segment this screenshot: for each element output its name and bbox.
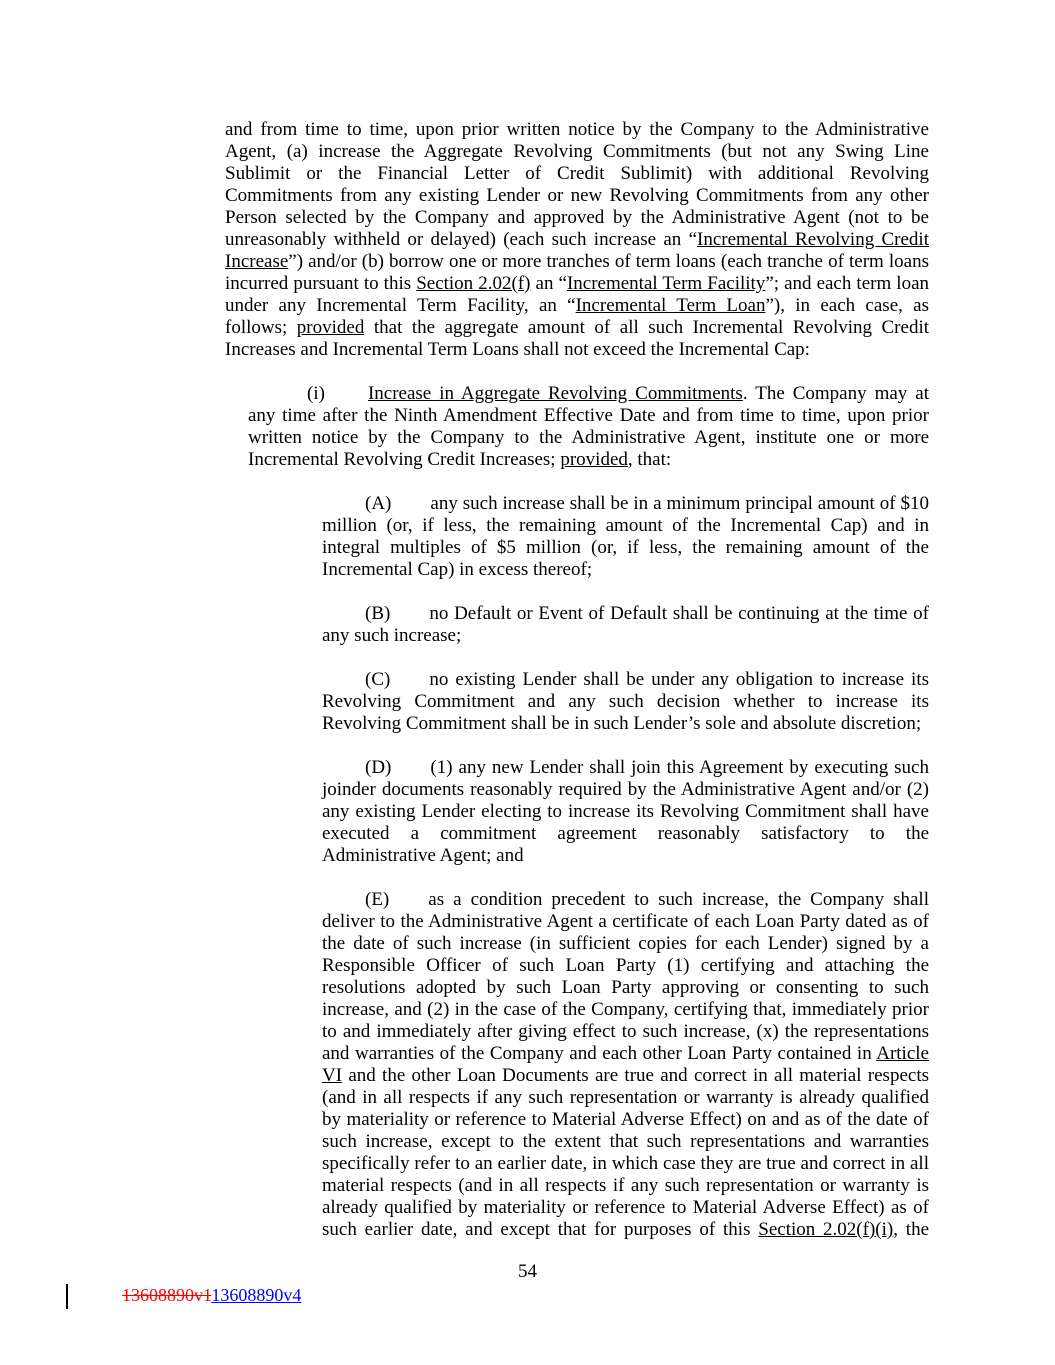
document-body bbox=[225, 119, 929, 1263]
text-run: ”), in each case, as follows; bbox=[225, 295, 929, 338]
text-run: no existing Lender shall be under any obligation to increase its Revolving Commitment and any such decision whether to increase its Revolving Commitment shall be in such Lender’s sole and absolute discretion; bbox=[322, 669, 929, 734]
list-label: (C) bbox=[365, 669, 391, 690]
text-run: , the bbox=[893, 1219, 930, 1240]
paragraph bbox=[322, 493, 929, 581]
change-bar bbox=[66, 1284, 68, 1309]
defined-term: Article VI bbox=[322, 1043, 929, 1086]
paragraph bbox=[322, 889, 929, 1241]
defined-term: provided bbox=[560, 449, 628, 470]
text-run: , that: bbox=[627, 449, 672, 470]
page-number: 54 bbox=[518, 1261, 537, 1282]
defined-term: Incremental Term Loan bbox=[575, 295, 766, 316]
text-run: . The Company may at any time after the Ninth Amendment Effective Date and from time to time, upon prior written notice by the Company to the Administrative Agent, institute one or more Incremental Revolving Credit Increases; bbox=[248, 383, 929, 470]
text-run: and from time to time, upon prior written notice by the Company to the Administrative Agent, (a) increase the Aggregate Revolving Commitments (but not any Swing Line Sublimit or the Financial Letter of Credit Sublimit) with additional Revolving Commitments from any existing Lender or new Revolving Commitments from any other Person selected by the Company and approved by the Administrative Agent (not to be unreasonably withheld or delayed) (each such increase an “ bbox=[225, 119, 929, 250]
defined-term: provided bbox=[296, 317, 365, 338]
text-run: ”) and/or (b) borrow one or more tranches of term loans (each tranche of term loans incurred pursuant to this bbox=[225, 251, 929, 294]
defined-term: Incremental Revolving Credit Increase bbox=[225, 229, 929, 272]
defined-term: Increase in Aggregate Revolving Commitments bbox=[367, 383, 743, 404]
text-run: an “ bbox=[530, 273, 567, 294]
inserted-ref: 13608890v4 bbox=[211, 1285, 302, 1305]
list-label: (A) bbox=[365, 493, 392, 514]
paragraph bbox=[248, 383, 929, 471]
defined-term: Section 2.02(f) bbox=[416, 273, 531, 294]
list-label: (i) bbox=[307, 383, 325, 404]
defined-term: Section 2.02(f)(i) bbox=[758, 1219, 894, 1240]
paragraph bbox=[322, 603, 929, 647]
text-run: (1) any new Lender shall join this Agreement by executing such joinder documents reasonably required by the Administrative Agent and/or (2) any existing Lender electing to increase its Revolving Commitment shall have executed a commitment agreement reasonably satisfactory to the Administrative Agent; and bbox=[322, 757, 929, 866]
deleted-ref: 13608890v1 bbox=[122, 1285, 212, 1305]
footer-revision bbox=[122, 1285, 301, 1306]
text-run: that the aggregate amount of all such Incremental Revolving Credit Increases and Incremental Term Loans shall not exceed the Incremental Cap: bbox=[225, 317, 929, 360]
list-label: (E) bbox=[365, 889, 390, 910]
paragraph bbox=[225, 119, 929, 361]
list-label: (D) bbox=[365, 757, 392, 778]
text-run: as a condition precedent to such increase, the Company shall deliver to the Administrative Agent a certificate of each Loan Party dated as of the date of such increase (in sufficient copies for each Lender) signed by a Responsible Officer of such Loan Party (1) certifying and attaching the resolutions adopted by such Loan Party approving or consenting to such increase, and (2) in the case of the Company, certifying that, immediately prior to and immediately after giving effect to such increase, (x) the representations and warranties of the Company and each other Loan Party contained in bbox=[322, 889, 929, 1064]
list-label: (B) bbox=[365, 603, 391, 624]
text-run: any such increase shall be in a minimum principal amount of $10 million (or, if less, the remaining amount of the Incremental Cap) and in integral multiples of $5 million (or, if less, the remaining amount of the Incremental Cap) in excess thereof; bbox=[322, 493, 929, 580]
paragraph bbox=[322, 669, 929, 735]
paragraph bbox=[322, 757, 929, 867]
text-run: ”; and each term loan under any Incremental Term Facility, an “ bbox=[225, 273, 929, 316]
text-run: no Default or Event of Default shall be continuing at the time of any such increase; bbox=[322, 603, 929, 646]
defined-term: Incremental Term Facility bbox=[566, 273, 766, 294]
text-run: and the other Loan Documents are true and correct in all material respects (and in all respects if any such representation or warranty is already qualified by materiality or reference to Material Adverse Effect) on and as of the date of such increase, except to the extent that such representations and warranties specifically refer to an earlier date, in which case they are true and correct in all material respects (and in all respects if any such representation or warranty is already qualified by materiality or reference to Material Adverse Effect) as of such earlier date, and except that for purposes of this bbox=[322, 1065, 929, 1240]
